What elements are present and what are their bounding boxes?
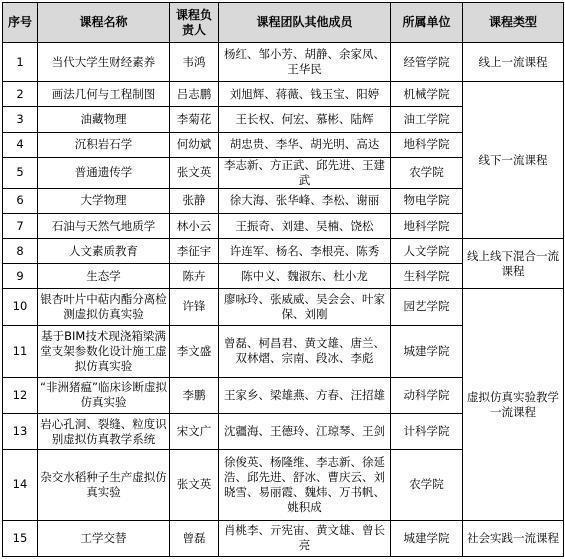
row-team-members: 曾磊、柯昌君、黄文雄、唐兰、双林熠、宗南、段冰、李彪 xyxy=(219,325,391,377)
row-course-name: 石油与天然气地质学 xyxy=(38,213,170,238)
row-course-name: 沉积岩石学 xyxy=(38,132,170,157)
row-index: 7 xyxy=(3,213,38,238)
row-course-leader: 韦鸿 xyxy=(170,43,219,82)
row-course-name: 杂交水稻种子生产虚拟仿真实验 xyxy=(38,450,170,520)
row-index: 10 xyxy=(3,289,38,325)
row-team-members: 杨红、邹小芳、胡静、余家凤、王华民 xyxy=(219,43,391,82)
row-course-name: 普通遗传学 xyxy=(38,157,170,188)
table-row xyxy=(3,239,564,264)
row-unit: 地科学院 xyxy=(391,132,463,157)
row-course-leader: 宋文广 xyxy=(170,414,219,450)
row-unit: 城建学院 xyxy=(391,520,463,556)
row-team-members: 王振奇、刘建、吴楠、饶松 xyxy=(219,213,391,238)
row-index: 11 xyxy=(3,325,38,377)
row-unit: 油工学院 xyxy=(391,107,463,132)
table-row xyxy=(3,520,564,556)
row-unit: 农学院 xyxy=(391,450,463,520)
row-course-name: 基于BIM技术现浇箱梁满堂支架参数化设计施工虚拟仿真实验 xyxy=(38,325,170,377)
header-unit: 所属单位 xyxy=(391,3,463,43)
row-index: 8 xyxy=(3,239,38,264)
row-course-name: “非洲猪瘟”临床诊断虚拟仿真实验 xyxy=(38,377,170,413)
row-team-members: 王长权、何宏、慕彬、陆辉 xyxy=(219,107,391,132)
row-course-name: 人文素质教育 xyxy=(38,239,170,264)
row-index: 1 xyxy=(3,43,38,82)
row-team-members: 肖桃李、亓宪宙、黄文雄、曾长亮 xyxy=(219,520,391,556)
row-course-name: 当代大学生财经素养 xyxy=(38,43,170,82)
row-course-name: 生态学 xyxy=(38,264,170,289)
row-team-members: 徐大海、张华峰、李松、谢丽 xyxy=(219,188,391,213)
row-index: 6 xyxy=(3,188,38,213)
row-unit: 动科学院 xyxy=(391,377,463,413)
header-course-leader: 课程负责人 xyxy=(170,3,219,43)
table-row xyxy=(3,43,564,82)
row-unit: 计科学院 xyxy=(391,414,463,450)
row-unit: 生科学院 xyxy=(391,264,463,289)
row-index: 4 xyxy=(3,132,38,157)
row-course-type: 线下一流课程 xyxy=(463,82,564,239)
row-course-leader: 李鹏 xyxy=(170,377,219,413)
row-course-type: 线上线下混合一流课程 xyxy=(463,239,564,289)
row-unit: 人文学院 xyxy=(391,239,463,264)
row-index: 15 xyxy=(3,520,38,556)
row-index: 2 xyxy=(3,82,38,107)
row-course-leader: 何幼斌 xyxy=(170,132,219,157)
row-team-members: 徐俊英、杨隆维、李志新、徐延浩、邱先进、舒冰、曹庆云、刘晓雪、易丽霞、魏炜、万书帆、姚积成 xyxy=(219,450,391,520)
row-index: 13 xyxy=(3,414,38,450)
row-index: 14 xyxy=(3,450,38,520)
row-index: 9 xyxy=(3,264,38,289)
row-course-leader: 吕志鹏 xyxy=(170,82,219,107)
header-team-members: 课程团队其他成员 xyxy=(219,3,391,43)
row-course-leader: 张文英 xyxy=(170,157,219,188)
header-index: 序号 xyxy=(3,3,38,43)
header-course-type: 课程类型 xyxy=(463,3,564,43)
row-unit: 农学院 xyxy=(391,157,463,188)
course-table xyxy=(2,2,564,557)
row-course-type: 虚拟仿真实验教学一流课程 xyxy=(463,289,564,520)
row-course-leader: 林小云 xyxy=(170,213,219,238)
row-course-name: 岩心孔洞、裂缝、粒度识别虚拟仿真教学系统 xyxy=(38,414,170,450)
row-course-name: 大学物理 xyxy=(38,188,170,213)
row-course-leader: 许锋 xyxy=(170,289,219,325)
row-team-members: 胡忠贵、李华、胡光明、高达 xyxy=(219,132,391,157)
row-unit: 园艺学院 xyxy=(391,289,463,325)
row-course-leader: 李文盛 xyxy=(170,325,219,377)
row-team-members: 陈中义、魏淑东、杜小龙 xyxy=(219,264,391,289)
row-unit: 物电学院 xyxy=(391,188,463,213)
row-team-members: 王家乡、梁雄燕、方春、汪招雄 xyxy=(219,377,391,413)
row-course-leader: 陈卉 xyxy=(170,264,219,289)
row-team-members: 李志新、方正武、邱先进、王建武 xyxy=(219,157,391,188)
row-course-leader: 张文英 xyxy=(170,450,219,520)
header-row xyxy=(3,3,564,43)
row-unit: 机械学院 xyxy=(391,82,463,107)
row-index: 3 xyxy=(3,107,38,132)
table-row xyxy=(3,289,564,325)
row-unit: 城建学院 xyxy=(391,325,463,377)
row-course-leader: 李征宇 xyxy=(170,239,219,264)
row-course-name: 工学交替 xyxy=(38,520,170,556)
row-index: 5 xyxy=(3,157,38,188)
row-course-leader: 曾磊 xyxy=(170,520,219,556)
row-team-members: 刘旭辉、蒋薇、钱玉宝、阳婷 xyxy=(219,82,391,107)
table-row xyxy=(3,82,564,107)
row-course-type: 社会实践一流课程 xyxy=(463,520,564,556)
row-team-members: 廖咏玲、张威威、吴会会、叶家保、刘刚 xyxy=(219,289,391,325)
row-unit: 地科学院 xyxy=(391,213,463,238)
row-course-name: 油藏物理 xyxy=(38,107,170,132)
row-course-leader: 张静 xyxy=(170,188,219,213)
row-unit: 经管学院 xyxy=(391,43,463,82)
row-course-type: 线上一流课程 xyxy=(463,43,564,82)
header-course-name: 课程名称 xyxy=(38,3,170,43)
row-course-name: 银杏叶片中萜内酯分离检测虚拟仿真实验 xyxy=(38,289,170,325)
row-course-name: 画法几何与工程制图 xyxy=(38,82,170,107)
row-team-members: 许连军、杨名、李根亮、陈秀 xyxy=(219,239,391,264)
row-course-leader: 李菊花 xyxy=(170,107,219,132)
row-team-members: 沈疆海、王德玲、江琼琴、王剑 xyxy=(219,414,391,450)
row-index: 12 xyxy=(3,377,38,413)
